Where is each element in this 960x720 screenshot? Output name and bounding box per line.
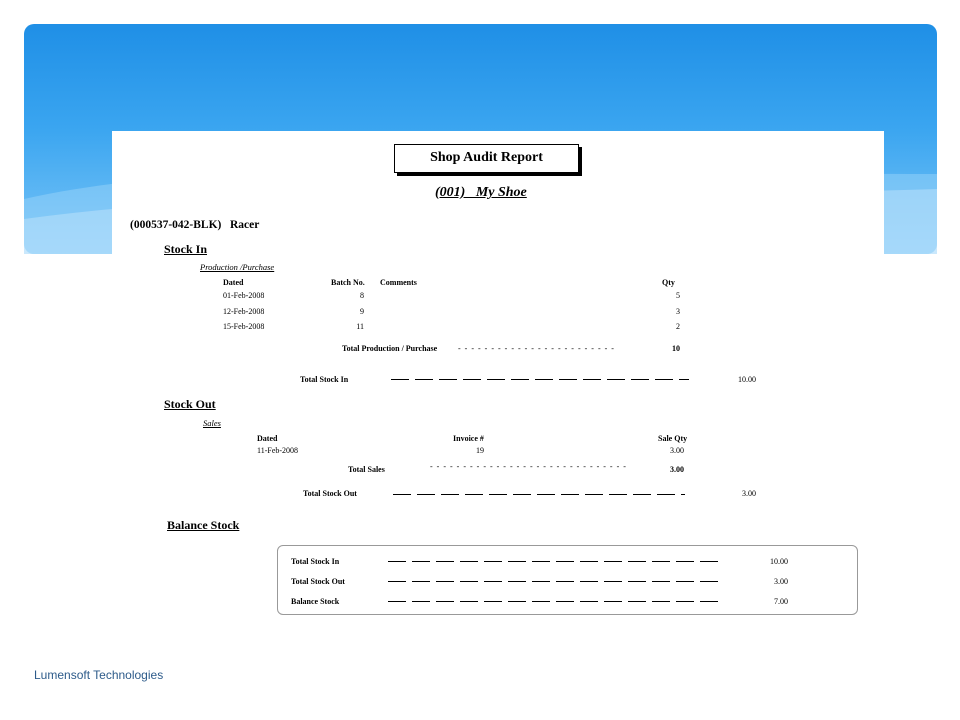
table-row-dated: 01-Feb-2008 bbox=[223, 291, 265, 300]
sales-subheading: Sales bbox=[203, 418, 221, 428]
dashed-leader bbox=[393, 494, 685, 495]
col-qty: Qty bbox=[662, 278, 675, 287]
dashed-leader bbox=[388, 601, 718, 602]
col-comments: Comments bbox=[380, 278, 417, 287]
item-code: (000537-042-BLK) Racer bbox=[130, 219, 260, 231]
summary-label: Balance Stock bbox=[291, 597, 340, 606]
footer-company: Lumensoft Technologies bbox=[34, 668, 164, 682]
summary-label: Total Stock Out bbox=[291, 577, 345, 586]
col-invoice: Invoice # bbox=[453, 434, 484, 443]
stock-out-heading: Stock Out bbox=[164, 397, 216, 411]
total-sales-value: 3.00 bbox=[670, 465, 684, 474]
table-row-batch: 11 bbox=[356, 322, 364, 331]
table-row-dated: 12-Feb-2008 bbox=[223, 307, 265, 316]
dotted-leader: - - - - - - - - - - - - - - - - - - - - - - - - bbox=[458, 344, 615, 353]
col-batch: Batch No. bbox=[331, 278, 365, 287]
table-row-dated: 11-Feb-2008 bbox=[257, 446, 299, 455]
col-dated: Dated bbox=[257, 434, 278, 443]
production-purchase-subheading: Production /Purchase bbox=[200, 262, 275, 272]
total-production-value: 10 bbox=[672, 344, 680, 353]
total-stock-in-value: 10.00 bbox=[738, 375, 756, 384]
total-stock-in-label: Total Stock In bbox=[300, 375, 349, 384]
report-title: Shop Audit Report bbox=[394, 144, 579, 173]
table-row-qty: 2 bbox=[676, 322, 680, 331]
table-row-batch: 9 bbox=[360, 307, 364, 316]
dashed-leader bbox=[388, 581, 718, 582]
dashed-leader bbox=[391, 379, 689, 380]
table-row-qty: 3 bbox=[676, 307, 680, 316]
shop-name: (001) My Shoe bbox=[435, 185, 527, 200]
table-row-invoice: 19 bbox=[476, 446, 484, 455]
table-row-qty: 3.00 bbox=[670, 446, 684, 455]
table-row-dated: 15-Feb-2008 bbox=[223, 322, 265, 331]
summary-value: 7.00 bbox=[774, 597, 788, 606]
summary-label: Total Stock In bbox=[291, 557, 340, 566]
dashed-leader bbox=[388, 561, 718, 562]
summary-value: 3.00 bbox=[774, 577, 788, 586]
total-production-label: Total Production / Purchase bbox=[342, 344, 438, 353]
summary-value: 10.00 bbox=[770, 557, 788, 566]
col-sale-qty: Sale Qty bbox=[658, 434, 688, 443]
dotted-leader: - - - - - - - - - - - - - - - - - - - - - - - - - - - - - - bbox=[430, 462, 627, 471]
table-row-batch: 8 bbox=[360, 291, 364, 300]
stock-in-heading: Stock In bbox=[164, 242, 208, 256]
total-stock-out-label: Total Stock Out bbox=[303, 489, 357, 498]
balance-stock-heading: Balance Stock bbox=[167, 518, 240, 532]
col-dated: Dated bbox=[223, 278, 244, 287]
total-stock-out-value: 3.00 bbox=[742, 489, 756, 498]
table-row-qty: 5 bbox=[676, 291, 680, 300]
total-sales-label: Total Sales bbox=[348, 465, 385, 474]
